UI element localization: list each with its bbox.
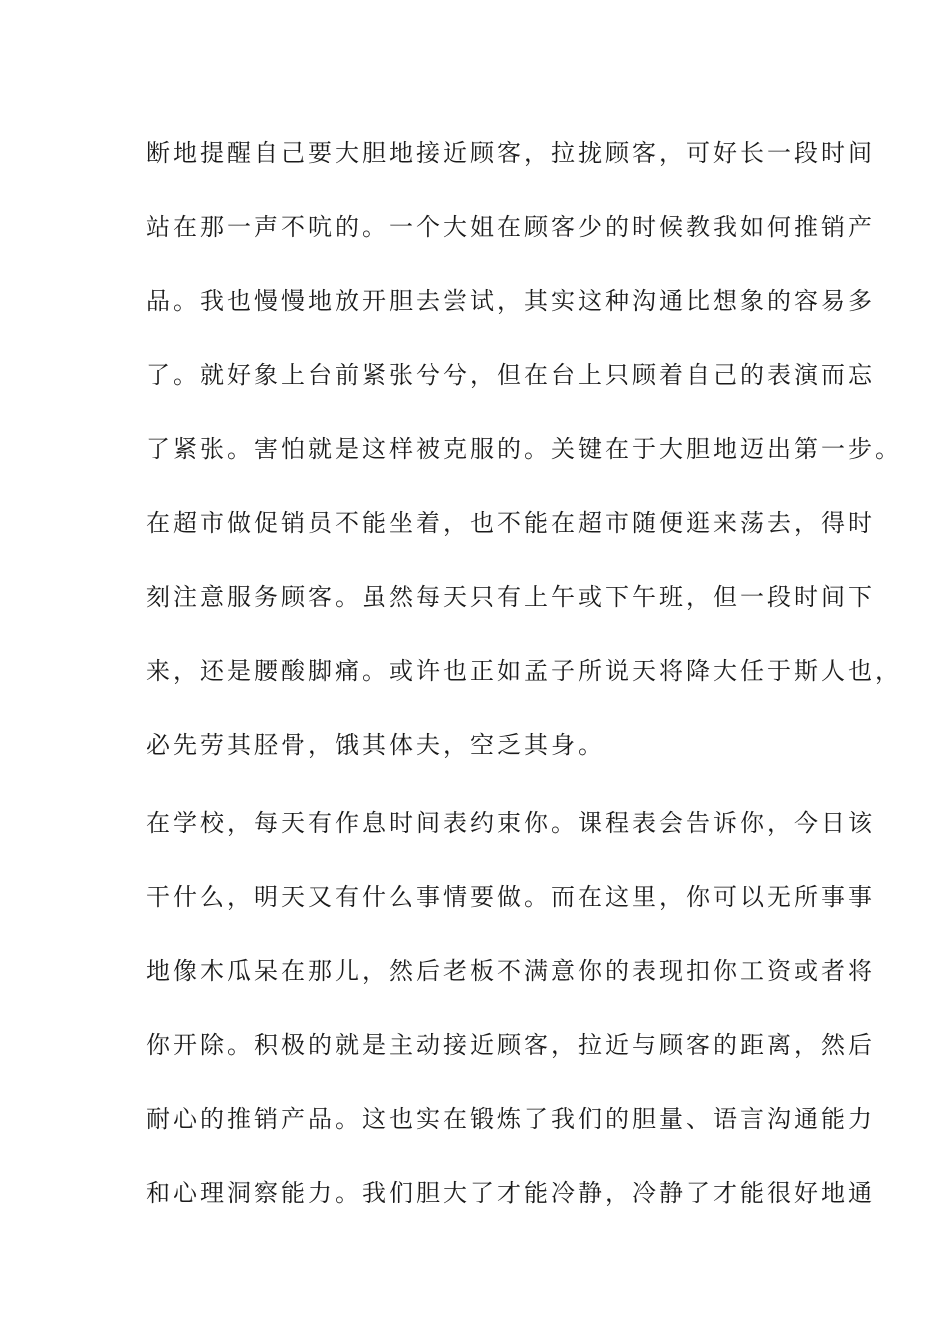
text-line: 地像木瓜呆在那儿，然后老板不满意你的表现扣你工资或者将 [146,957,875,985]
text-line: 断地提醒自己要大胆地接近顾客，拉拢顾客，可好长一段时间 [146,139,875,167]
text-line: 品。我也慢慢地放开胆去尝试，其实这种沟通比想象的容易多 [146,287,875,315]
text-line: 在学校，每天有作息时间表约束你。课程表会告诉你，今日该 [146,809,875,837]
text-line: 了。就好象上台前紧张兮兮，但在台上只顾着自己的表演而忘 [146,361,875,389]
text-line: 在超市做促销员不能坐着，也不能在超市随便逛来荡去，得时 [146,509,875,537]
text-line: 了紧张。害怕就是这样被克服的。关键在于大胆地迈出第一步。 [146,435,902,463]
text-line: 站在那一声不吭的。一个大姐在顾客少的时候教我如何推销产 [146,213,875,241]
text-line: 耐心的推销产品。这也实在锻炼了我们的胆量、语言沟通能力 [146,1105,875,1133]
text-line: 干什么，明天又有什么事情要做。而在这里，你可以无所事事 [146,883,875,911]
text-line: 刻注意服务顾客。虽然每天只有上午或下午班，但一段时间下 [146,583,875,611]
text-line: 必先劳其胫骨，饿其体夫，空乏其身。 [146,731,605,759]
text-line: 和心理洞察能力。我们胆大了才能冷静，冷静了才能很好地通 [146,1179,875,1207]
text-line: 来，还是腰酸脚痛。或许也正如孟子所说天将降大任于斯人也， [146,657,902,685]
text-line: 你开除。积极的就是主动接近顾客，拉近与顾客的距离，然后 [146,1031,875,1059]
